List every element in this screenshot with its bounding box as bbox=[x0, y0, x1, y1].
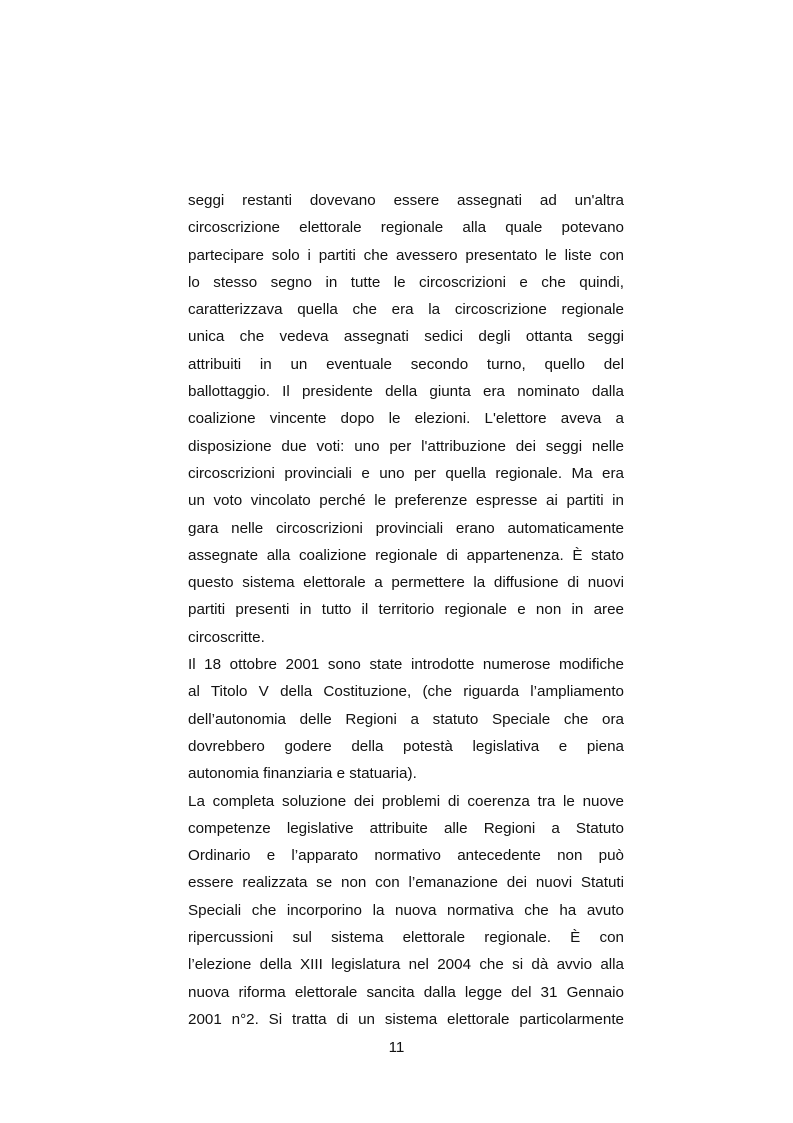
text-line: seggi restanti dovevano essere assegnati ad un'altra bbox=[188, 192, 624, 209]
text-line: un voto vincolato perché le preferenze espresse ai partiti in bbox=[188, 492, 624, 510]
text-line: circoscrizione elettorale regionale alla quale potevano bbox=[188, 219, 624, 237]
text-line: gara nelle circoscrizioni provinciali erano automaticamente bbox=[188, 519, 624, 537]
page-number: 11 bbox=[388, 1039, 405, 1056]
paragraph bbox=[188, 651, 624, 787]
text-line: unica che vedeva assegnati sedici degli ottanta seggi bbox=[188, 328, 624, 346]
text-line: disposizione due voti: uno per l'attribuzione dei seggi nelle bbox=[188, 437, 624, 455]
text-line: ballottaggio. Il presidente della giunta era nominato dalla bbox=[188, 383, 624, 401]
text-line: partecipare solo i partiti che avessero presentato le liste con bbox=[188, 246, 624, 264]
paragraph bbox=[188, 187, 624, 651]
text-line: autonomia finanziaria e statuaria). bbox=[188, 765, 417, 783]
text-line: lo stesso segno in tutte le circoscrizioni e che quindi, bbox=[188, 273, 624, 291]
text-line: partiti presenti in tutto il territorio regionale e non in aree bbox=[188, 601, 624, 619]
text-line: assegnate alla coalizione regionale di appartenenza. È stato bbox=[188, 546, 624, 564]
text-line: attribuiti in un eventuale secondo turno, quello del bbox=[188, 355, 624, 373]
text-line: dell’autonomia delle Regioni a statuto Speciale che ora bbox=[188, 710, 624, 728]
text-line: Ordinario e l’apparato normativo antecedente non può bbox=[188, 847, 624, 865]
text-line: dovrebbero godere della potestà legislativa e piena bbox=[188, 737, 624, 755]
text-line: competenze legislative attribuite alle Regioni a Statuto bbox=[188, 819, 624, 837]
text-line: La completa soluzione dei problemi di coerenza tra le nuove bbox=[188, 792, 624, 810]
paragraph bbox=[188, 788, 624, 1034]
text-line: nuova riforma elettorale sancita dalla legge del 31 Gennaio bbox=[188, 983, 624, 1001]
text-line: coalizione vincente dopo le elezioni. L'elettore aveva a bbox=[188, 410, 624, 428]
text-line: essere realizzata se non con l’emanazione dei nuovi Statuti bbox=[188, 874, 624, 892]
text-line: al Titolo V della Costituzione, (che riguarda l’ampliamento bbox=[188, 683, 624, 701]
text-line: 2001 n°2. Si tratta di un sistema elettorale particolarmente bbox=[188, 1010, 624, 1028]
text-line: Il 18 ottobre 2001 sono state introdotte numerose modifiche bbox=[188, 656, 624, 674]
text-line: caratterizzava quella che era la circoscrizione regionale bbox=[188, 301, 624, 319]
body-text bbox=[188, 187, 624, 1033]
text-line: ripercussioni sul sistema elettorale regionale. È con bbox=[188, 929, 624, 947]
text-line: l’elezione della XIII legislatura nel 2004 che si dà avvio alla bbox=[188, 956, 624, 974]
text-line: questo sistema elettorale a permettere la diffusione di nuovi bbox=[188, 574, 624, 592]
text-line: circoscrizioni provinciali e uno per quella regionale. Ma era bbox=[188, 464, 624, 482]
text-line: Speciali che incorporino la nuova normativa che ha avuto bbox=[188, 901, 624, 919]
text-line: circoscritte. bbox=[188, 628, 265, 646]
